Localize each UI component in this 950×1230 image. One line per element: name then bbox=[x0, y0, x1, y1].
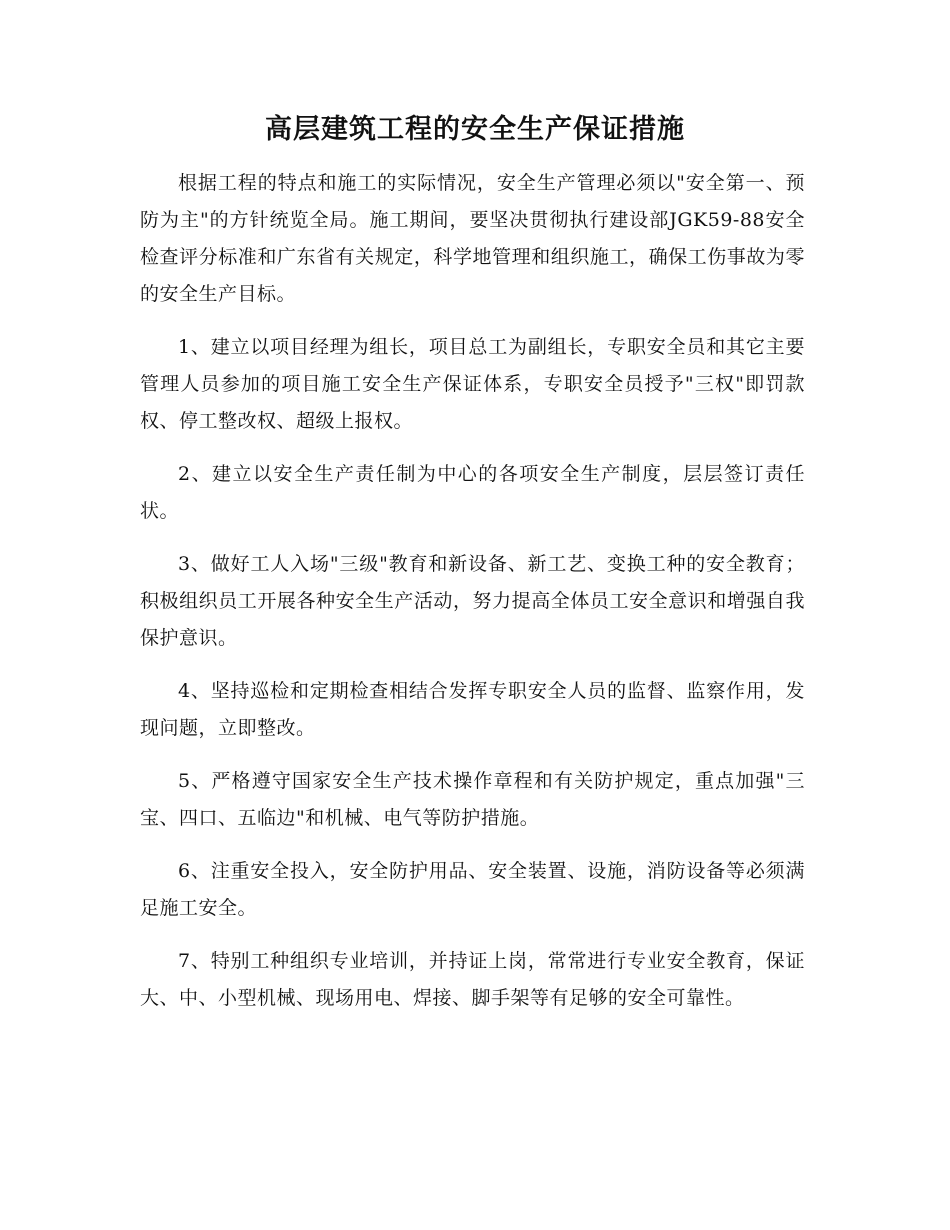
measure-paragraph-6: 6、注重安全投入，安全防护用品、安全装置、设施，消防设备等必须满足施工安全。 bbox=[140, 860, 805, 919]
intro-paragraph: 根据工程的特点和施工的实际情况，安全生产管理必须以"安全第一、预防为主"的方针统览全局。施工期间，要坚决贯彻执行建设部JGK59-88安全检查评分标准和广东省有关规定，科学地管理和组织施工，确保工伤事故为零的安全生产目标。 bbox=[140, 172, 805, 305]
measure-paragraph-5: 5、严格遵守国家安全生产技术操作章程和有关防护规定，重点加强"三宝、四口、五临边"和机械、电气等防护措施。 bbox=[140, 770, 805, 829]
measure-paragraph-3: 3、做好工人入场"三级"教育和新设备、新工艺、变换工种的安全教育；积极组织员工开展各种安全生产活动，努力提高全体员工安全意识和增强自我保护意识。 bbox=[140, 553, 805, 649]
document-body bbox=[140, 165, 805, 1033]
measure-paragraph-2: 2、建立以安全生产责任制为中心的各项安全生产制度，层层签订责任状。 bbox=[140, 463, 805, 522]
measure-paragraph-4: 4、坚持巡检和定期检查相结合发挥专职安全人员的监督、监察作用，发现问题，立即整改。 bbox=[140, 680, 805, 739]
document-title: 高层建筑工程的安全生产保证措施 bbox=[265, 114, 685, 145]
measure-paragraph-1: 1、建立以项目经理为组长，项目总工为副组长，专职安全员和其它主要管理人员参加的项目施工安全生产保证体系，专职安全员授予"三权"即罚款权、停工整改权、超级上报权。 bbox=[140, 336, 805, 432]
measure-paragraph-7: 7、特别工种组织专业培训，并持证上岗，常常进行专业安全教育，保证大、中、小型机械、现场用电、焊接、脚手架等有足够的安全可靠性。 bbox=[140, 950, 805, 1009]
